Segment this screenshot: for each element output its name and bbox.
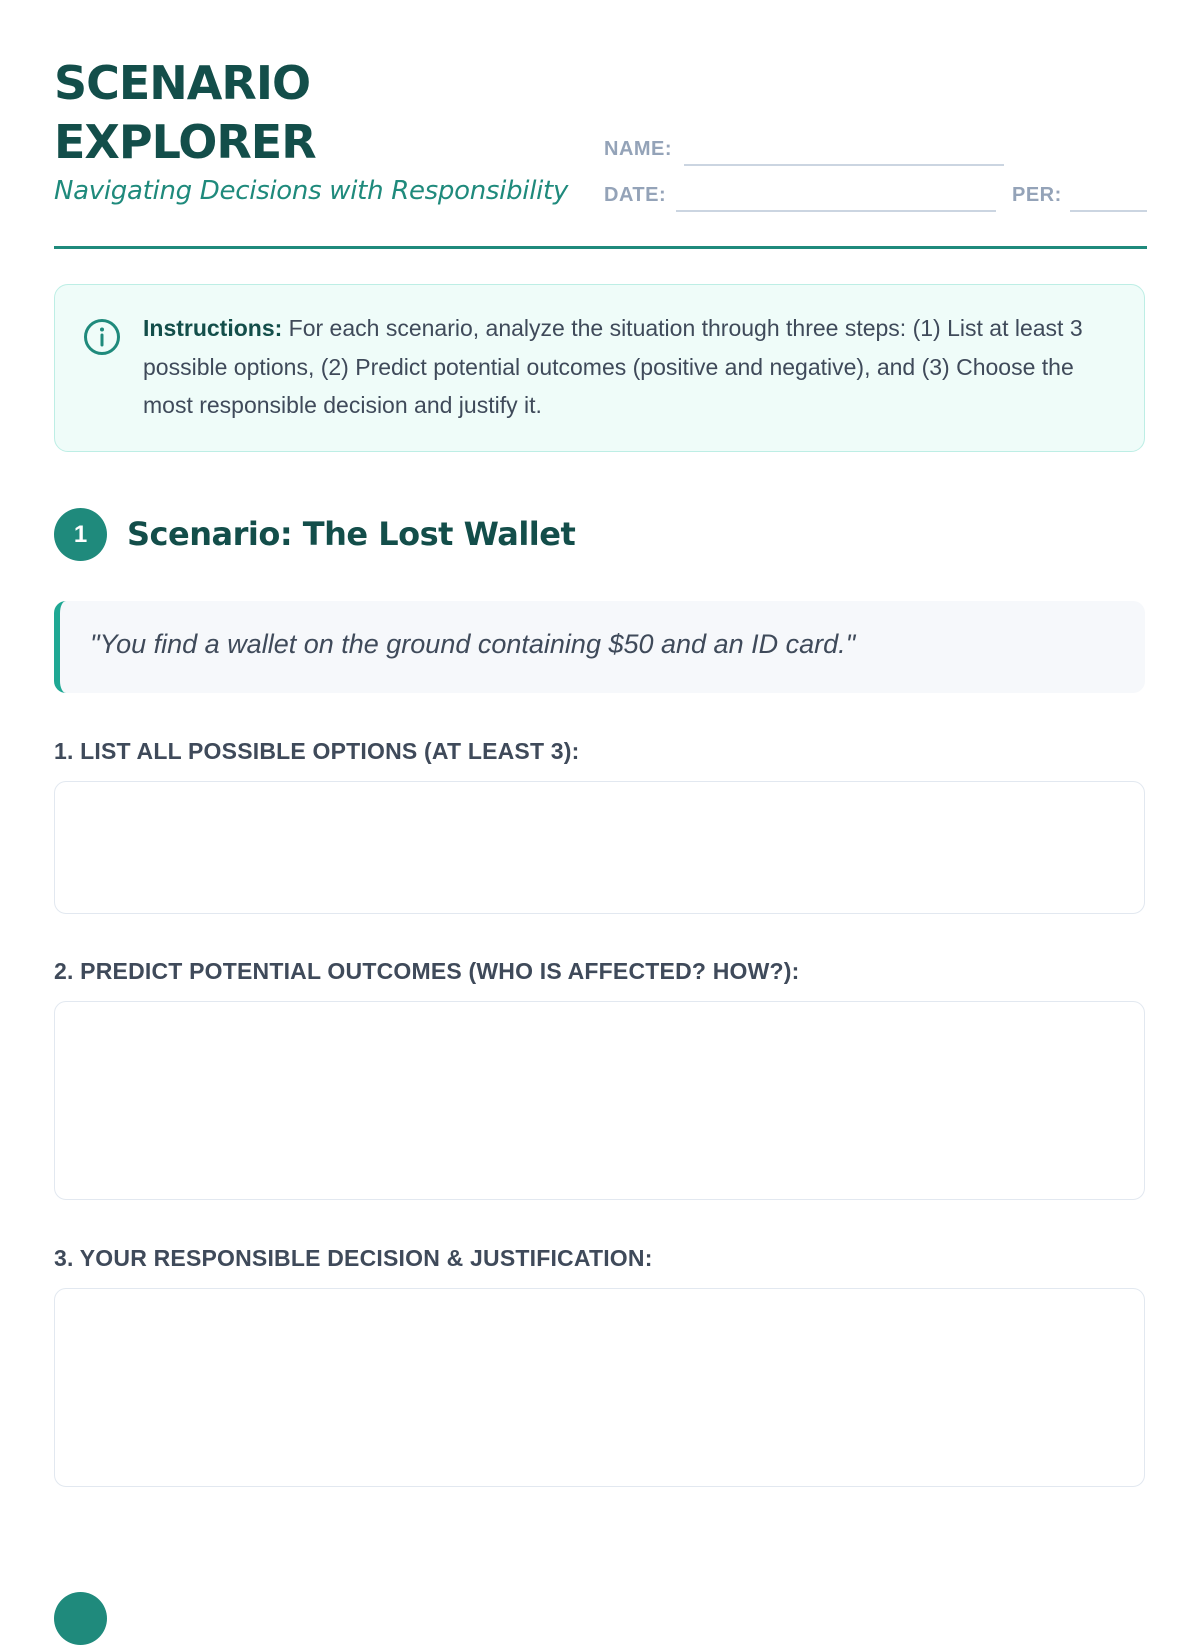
info-icon bbox=[83, 318, 121, 356]
question-decision-label: 3. YOUR RESPONSIBLE DECISION & JUSTIFICATION: bbox=[54, 1245, 653, 1271]
question-options-label: 1. LIST ALL POSSIBLE OPTIONS (AT LEAST 3): bbox=[54, 738, 580, 764]
options-answer-box[interactable] bbox=[54, 781, 1145, 914]
worksheet-header bbox=[54, 0, 1147, 249]
date-label: DATE: bbox=[604, 184, 667, 206]
title-line-2: EXPLORER bbox=[54, 115, 316, 169]
title-line-1: SCENARIO bbox=[54, 56, 311, 110]
scenario-title: Scenario: The Lost Wallet bbox=[127, 515, 576, 553]
outcomes-answer-box[interactable] bbox=[54, 1001, 1145, 1200]
name-label: NAME: bbox=[604, 138, 673, 160]
instructions-text bbox=[143, 309, 1123, 425]
worksheet-page bbox=[54, 0, 1147, 1271]
instructions-callout bbox=[54, 284, 1145, 452]
instructions-lead: Instructions: bbox=[143, 315, 283, 341]
instructions-body: For each scenario, analyze the situation through three steps: (1) List at least 3 possible options, (2) Predict potential outcomes (positive and negative), and (3) Choose the most responsible decision and justify it. bbox=[143, 315, 1083, 418]
decision-answer-box[interactable] bbox=[54, 1288, 1145, 1487]
worksheet-subtitle: Navigating Decisions with Responsibility bbox=[54, 176, 569, 206]
worksheet-title bbox=[54, 54, 574, 172]
period-field[interactable] bbox=[1070, 210, 1147, 212]
period-label: PER: bbox=[1012, 184, 1062, 206]
date-field[interactable] bbox=[676, 210, 996, 212]
scenario-quote bbox=[54, 601, 1145, 693]
scenario-quote-text: "You find a wallet on the ground containing $50 and an ID card." bbox=[90, 629, 856, 659]
question-outcomes-label: 2. PREDICT POTENTIAL OUTCOMES (WHO IS AFFECTED? HOW?): bbox=[54, 958, 800, 984]
scenario-number-badge: 1 bbox=[54, 508, 107, 561]
name-field[interactable] bbox=[684, 164, 1004, 166]
